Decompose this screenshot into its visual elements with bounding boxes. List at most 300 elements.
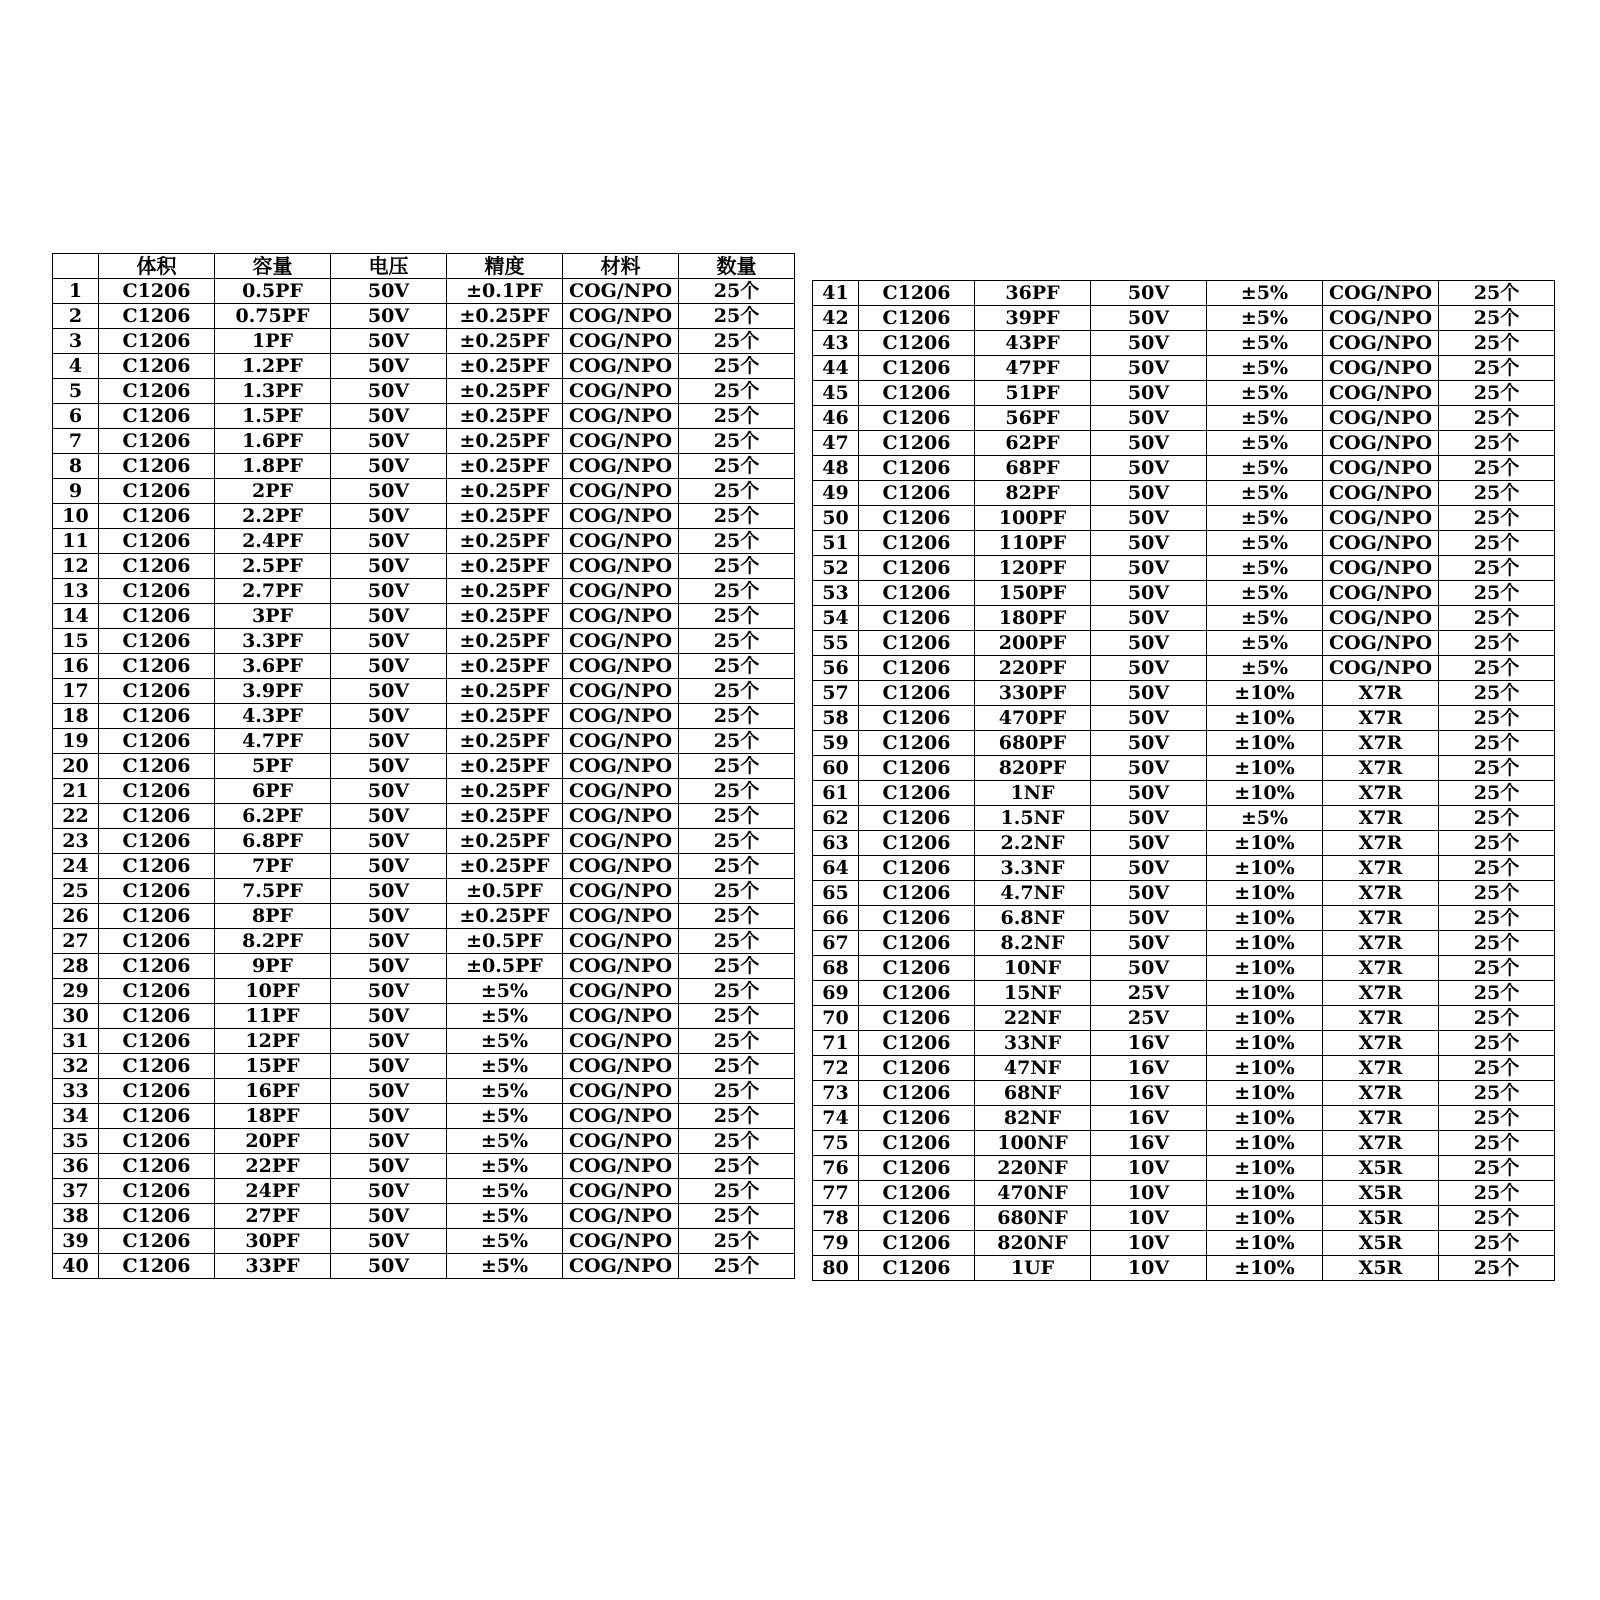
cell-material: X7R xyxy=(1323,831,1439,856)
table-row xyxy=(53,1004,795,1029)
cell-material: COG/NPO xyxy=(1323,406,1439,431)
cell-index: 6 xyxy=(53,404,99,429)
cell-index: 7 xyxy=(53,429,99,454)
cell-voltage: 10V xyxy=(1091,1256,1207,1281)
cell-capacitance: 33NF xyxy=(975,1031,1091,1056)
cell-index: 59 xyxy=(813,731,859,756)
cell-capacitance: 8.2NF xyxy=(975,931,1091,956)
cell-tolerance: ±5% xyxy=(1207,556,1323,581)
cell-material: COG/NPO xyxy=(563,304,679,329)
cell-tolerance: ±0.5PF xyxy=(447,879,563,904)
cell-package: C1206 xyxy=(859,1231,975,1256)
cell-tolerance: ±5% xyxy=(447,1054,563,1079)
cell-material: COG/NPO xyxy=(563,554,679,579)
cell-quantity: 25个 xyxy=(679,604,795,629)
cell-capacitance: 1.5PF xyxy=(215,404,331,429)
cell-capacitance: 7.5PF xyxy=(215,879,331,904)
table-row xyxy=(813,1231,1555,1256)
cell-package: C1206 xyxy=(859,631,975,656)
cell-quantity: 25个 xyxy=(1439,781,1555,806)
cell-tolerance: ±0.25PF xyxy=(447,679,563,704)
cell-quantity: 25个 xyxy=(679,779,795,804)
cell-quantity: 25个 xyxy=(679,704,795,729)
cell-tolerance: ±0.25PF xyxy=(447,604,563,629)
cell-tolerance: ±0.25PF xyxy=(447,829,563,854)
cell-voltage: 50V xyxy=(1091,931,1207,956)
cell-tolerance: ±5% xyxy=(447,1104,563,1129)
table-row xyxy=(53,779,795,804)
cell-index: 56 xyxy=(813,656,859,681)
cell-voltage: 50V xyxy=(1091,406,1207,431)
cell-index: 73 xyxy=(813,1081,859,1106)
cell-capacitance: 0.5PF xyxy=(215,279,331,304)
cell-quantity: 25个 xyxy=(679,429,795,454)
cell-tolerance: ±5% xyxy=(447,1004,563,1029)
table-row xyxy=(813,306,1555,331)
cell-package: C1206 xyxy=(859,406,975,431)
cell-material: COG/NPO xyxy=(563,1004,679,1029)
cell-tolerance: ±0.25PF xyxy=(447,429,563,454)
cell-quantity: 25个 xyxy=(679,479,795,504)
table-row xyxy=(813,1006,1555,1031)
cell-voltage: 50V xyxy=(331,654,447,679)
cell-quantity: 25个 xyxy=(1439,856,1555,881)
cell-index: 43 xyxy=(813,331,859,356)
cell-material: COG/NPO xyxy=(563,654,679,679)
cell-voltage: 50V xyxy=(331,804,447,829)
cell-quantity: 25个 xyxy=(679,579,795,604)
cell-voltage: 50V xyxy=(331,479,447,504)
cell-voltage: 50V xyxy=(1091,706,1207,731)
cell-capacitance: 68NF xyxy=(975,1081,1091,1106)
cell-index: 21 xyxy=(53,779,99,804)
cell-material: COG/NPO xyxy=(1323,281,1439,306)
cell-capacitance: 15NF xyxy=(975,981,1091,1006)
cell-tolerance: ±5% xyxy=(447,1254,563,1279)
cell-tolerance: ±10% xyxy=(1207,1256,1323,1281)
cell-voltage: 50V xyxy=(331,1254,447,1279)
cell-voltage: 50V xyxy=(1091,281,1207,306)
cell-quantity: 25个 xyxy=(679,1129,795,1154)
capacitor-table-right xyxy=(812,280,1555,1281)
cell-capacitance: 680PF xyxy=(975,731,1091,756)
cell-index: 28 xyxy=(53,954,99,979)
cell-capacitance: 0.75PF xyxy=(215,304,331,329)
cell-tolerance: ±5% xyxy=(1207,306,1323,331)
cell-voltage: 50V xyxy=(331,1179,447,1204)
cell-package: C1206 xyxy=(859,1006,975,1031)
table-row xyxy=(813,581,1555,606)
cell-package: C1206 xyxy=(859,1156,975,1181)
cell-voltage: 50V xyxy=(331,379,447,404)
cell-quantity: 25个 xyxy=(679,554,795,579)
cell-index: 27 xyxy=(53,929,99,954)
cell-capacitance: 8PF xyxy=(215,904,331,929)
cell-voltage: 16V xyxy=(1091,1056,1207,1081)
cell-index: 3 xyxy=(53,329,99,354)
cell-voltage: 50V xyxy=(1091,506,1207,531)
cell-index: 4 xyxy=(53,354,99,379)
cell-material: COG/NPO xyxy=(563,929,679,954)
table-row xyxy=(53,479,795,504)
cell-quantity: 25个 xyxy=(1439,1106,1555,1131)
cell-quantity: 25个 xyxy=(679,904,795,929)
cell-capacitance: 330PF xyxy=(975,681,1091,706)
cell-capacitance: 1.3PF xyxy=(215,379,331,404)
cell-capacitance: 12PF xyxy=(215,1029,331,1054)
cell-tolerance: ±10% xyxy=(1207,1006,1323,1031)
cell-material: COG/NPO xyxy=(563,854,679,879)
cell-capacitance: 820PF xyxy=(975,756,1091,781)
table-row xyxy=(813,456,1555,481)
table-row xyxy=(813,1156,1555,1181)
cell-material: X7R xyxy=(1323,1006,1439,1031)
cell-material: COG/NPO xyxy=(563,629,679,654)
cell-capacitance: 1UF xyxy=(975,1256,1091,1281)
cell-index: 23 xyxy=(53,829,99,854)
cell-voltage: 50V xyxy=(1091,306,1207,331)
cell-voltage: 50V xyxy=(331,454,447,479)
cell-capacitance: 9PF xyxy=(215,954,331,979)
cell-material: X7R xyxy=(1323,1131,1439,1156)
table-row xyxy=(53,829,795,854)
cell-voltage: 50V xyxy=(1091,606,1207,631)
cell-material: COG/NPO xyxy=(1323,356,1439,381)
cell-tolerance: ±5% xyxy=(1207,806,1323,831)
cell-tolerance: ±10% xyxy=(1207,731,1323,756)
cell-voltage: 50V xyxy=(331,304,447,329)
cell-capacitance: 3.9PF xyxy=(215,679,331,704)
cell-index: 1 xyxy=(53,279,99,304)
cell-index: 34 xyxy=(53,1104,99,1129)
cell-voltage: 50V xyxy=(1091,481,1207,506)
cell-package: C1206 xyxy=(99,329,215,354)
cell-package: C1206 xyxy=(859,781,975,806)
cell-tolerance: ±5% xyxy=(1207,431,1323,456)
cell-material: COG/NPO xyxy=(563,379,679,404)
cell-voltage: 50V xyxy=(331,354,447,379)
cell-tolerance: ±0.25PF xyxy=(447,454,563,479)
cell-capacitance: 27PF xyxy=(215,1204,331,1229)
cell-package: C1206 xyxy=(99,479,215,504)
cell-tolerance: ±10% xyxy=(1207,756,1323,781)
cell-package: C1206 xyxy=(99,804,215,829)
cell-capacitance: 5PF xyxy=(215,754,331,779)
cell-tolerance: ±10% xyxy=(1207,1106,1323,1131)
cell-index: 49 xyxy=(813,481,859,506)
cell-capacitance: 30PF xyxy=(215,1229,331,1254)
cell-package: C1206 xyxy=(859,306,975,331)
cell-quantity: 25个 xyxy=(679,1254,795,1279)
cell-index: 38 xyxy=(53,1204,99,1229)
cell-tolerance: ±5% xyxy=(447,1154,563,1179)
cell-voltage: 50V xyxy=(331,829,447,854)
cell-quantity: 25个 xyxy=(679,529,795,554)
cell-tolerance: ±0.5PF xyxy=(447,954,563,979)
cell-material: X7R xyxy=(1323,931,1439,956)
cell-voltage: 50V xyxy=(331,1004,447,1029)
cell-material: COG/NPO xyxy=(563,529,679,554)
cell-capacitance: 56PF xyxy=(975,406,1091,431)
cell-voltage: 50V xyxy=(1091,581,1207,606)
cell-package: C1206 xyxy=(859,1056,975,1081)
cell-index: 44 xyxy=(813,356,859,381)
cell-quantity: 25个 xyxy=(1439,431,1555,456)
cell-index: 76 xyxy=(813,1156,859,1181)
header-row xyxy=(53,254,795,279)
table-row xyxy=(813,706,1555,731)
table-row xyxy=(813,356,1555,381)
cell-index: 64 xyxy=(813,856,859,881)
cell-voltage: 50V xyxy=(1091,456,1207,481)
cell-voltage: 50V xyxy=(331,579,447,604)
table-row xyxy=(53,579,795,604)
cell-index: 41 xyxy=(813,281,859,306)
cell-quantity: 25个 xyxy=(679,1154,795,1179)
cell-capacitance: 470PF xyxy=(975,706,1091,731)
cell-package: C1206 xyxy=(859,656,975,681)
cell-package: C1206 xyxy=(99,1204,215,1229)
cell-package: C1206 xyxy=(859,731,975,756)
cell-capacitance: 16PF xyxy=(215,1079,331,1104)
cell-index: 52 xyxy=(813,556,859,581)
cell-material: COG/NPO xyxy=(563,1229,679,1254)
table-row xyxy=(53,354,795,379)
cell-material: COG/NPO xyxy=(563,579,679,604)
cell-tolerance: ±0.25PF xyxy=(447,854,563,879)
cell-package: C1206 xyxy=(859,1106,975,1131)
cell-quantity: 25个 xyxy=(1439,956,1555,981)
table-row xyxy=(813,806,1555,831)
cell-package: C1206 xyxy=(859,1031,975,1056)
cell-material: COG/NPO xyxy=(1323,631,1439,656)
cell-quantity: 25个 xyxy=(679,1104,795,1129)
cell-voltage: 50V xyxy=(1091,631,1207,656)
table-row xyxy=(53,604,795,629)
cell-index: 10 xyxy=(53,504,99,529)
cell-package: C1206 xyxy=(859,456,975,481)
cell-voltage: 50V xyxy=(331,754,447,779)
table-row xyxy=(53,279,795,304)
cell-material: X5R xyxy=(1323,1156,1439,1181)
cell-capacitance: 2.2PF xyxy=(215,504,331,529)
cell-index: 24 xyxy=(53,854,99,879)
cell-quantity: 25个 xyxy=(1439,906,1555,931)
table-row xyxy=(813,631,1555,656)
header-capacitance: 容量 xyxy=(215,254,331,279)
cell-material: COG/NPO xyxy=(1323,431,1439,456)
cell-capacitance: 33PF xyxy=(215,1254,331,1279)
cell-material: COG/NPO xyxy=(563,1204,679,1229)
cell-material: COG/NPO xyxy=(563,354,679,379)
cell-tolerance: ±0.25PF xyxy=(447,654,563,679)
cell-tolerance: ±0.25PF xyxy=(447,704,563,729)
cell-package: C1206 xyxy=(859,681,975,706)
cell-package: C1206 xyxy=(859,981,975,1006)
cell-material: X7R xyxy=(1323,956,1439,981)
cell-quantity: 25个 xyxy=(679,929,795,954)
table-row xyxy=(53,704,795,729)
cell-quantity: 25个 xyxy=(679,654,795,679)
cell-quantity: 25个 xyxy=(679,979,795,1004)
table-row xyxy=(813,506,1555,531)
cell-tolerance: ±5% xyxy=(447,1179,563,1204)
cell-voltage: 50V xyxy=(1091,556,1207,581)
cell-capacitance: 2PF xyxy=(215,479,331,504)
cell-package: C1206 xyxy=(859,831,975,856)
table-row xyxy=(53,1104,795,1129)
table-row xyxy=(813,481,1555,506)
cell-index: 47 xyxy=(813,431,859,456)
cell-voltage: 50V xyxy=(1091,831,1207,856)
cell-index: 40 xyxy=(53,1254,99,1279)
cell-package: C1206 xyxy=(859,381,975,406)
table-row xyxy=(53,454,795,479)
cell-quantity: 25个 xyxy=(1439,406,1555,431)
cell-voltage: 50V xyxy=(331,1129,447,1154)
cell-package: C1206 xyxy=(99,779,215,804)
cell-index: 26 xyxy=(53,904,99,929)
cell-index: 67 xyxy=(813,931,859,956)
table-row xyxy=(813,831,1555,856)
cell-capacitance: 470NF xyxy=(975,1181,1091,1206)
cell-quantity: 25个 xyxy=(1439,356,1555,381)
cell-package: C1206 xyxy=(859,1081,975,1106)
table-row xyxy=(813,1106,1555,1131)
cell-tolerance: ±10% xyxy=(1207,681,1323,706)
cell-tolerance: ±5% xyxy=(1207,506,1323,531)
cell-tolerance: ±0.5PF xyxy=(447,929,563,954)
cell-material: X7R xyxy=(1323,906,1439,931)
cell-voltage: 50V xyxy=(1091,731,1207,756)
cell-tolerance: ±5% xyxy=(447,1204,563,1229)
cell-quantity: 25个 xyxy=(1439,1006,1555,1031)
table-row xyxy=(53,754,795,779)
table-row xyxy=(813,656,1555,681)
cell-capacitance: 10NF xyxy=(975,956,1091,981)
table-row xyxy=(813,331,1555,356)
cell-index: 70 xyxy=(813,1006,859,1031)
cell-tolerance: ±0.25PF xyxy=(447,904,563,929)
cell-index: 25 xyxy=(53,879,99,904)
table-row xyxy=(813,606,1555,631)
cell-quantity: 25个 xyxy=(1439,731,1555,756)
cell-quantity: 25个 xyxy=(679,1179,795,1204)
cell-index: 8 xyxy=(53,454,99,479)
cell-index: 33 xyxy=(53,1079,99,1104)
cell-material: X5R xyxy=(1323,1231,1439,1256)
cell-material: COG/NPO xyxy=(563,954,679,979)
cell-package: C1206 xyxy=(859,356,975,381)
cell-package: C1206 xyxy=(99,979,215,1004)
cell-tolerance: ±0.25PF xyxy=(447,304,563,329)
cell-tolerance: ±0.25PF xyxy=(447,579,563,604)
cell-quantity: 25个 xyxy=(1439,656,1555,681)
cell-package: C1206 xyxy=(99,654,215,679)
cell-package: C1206 xyxy=(99,729,215,754)
cell-voltage: 50V xyxy=(331,1054,447,1079)
cell-capacitance: 2.2NF xyxy=(975,831,1091,856)
cell-capacitance: 10PF xyxy=(215,979,331,1004)
cell-package: C1206 xyxy=(99,904,215,929)
cell-tolerance: ±0.25PF xyxy=(447,529,563,554)
cell-tolerance: ±10% xyxy=(1207,981,1323,1006)
cell-package: C1206 xyxy=(99,1029,215,1054)
cell-package: C1206 xyxy=(859,556,975,581)
table-row xyxy=(813,956,1555,981)
cell-tolerance: ±0.25PF xyxy=(447,504,563,529)
cell-package: C1206 xyxy=(859,931,975,956)
cell-material: COG/NPO xyxy=(563,429,679,454)
table-row xyxy=(53,1054,795,1079)
cell-tolerance: ±5% xyxy=(447,1029,563,1054)
cell-voltage: 50V xyxy=(331,679,447,704)
cell-capacitance: 1NF xyxy=(975,781,1091,806)
table-row xyxy=(813,431,1555,456)
table-row xyxy=(813,1206,1555,1231)
cell-index: 62 xyxy=(813,806,859,831)
header-package: 体积 xyxy=(99,254,215,279)
cell-quantity: 25个 xyxy=(1439,881,1555,906)
cell-tolerance: ±10% xyxy=(1207,956,1323,981)
cell-material: COG/NPO xyxy=(563,979,679,1004)
cell-voltage: 50V xyxy=(331,1154,447,1179)
cell-tolerance: ±5% xyxy=(1207,656,1323,681)
cell-material: COG/NPO xyxy=(563,504,679,529)
cell-tolerance: ±5% xyxy=(1207,581,1323,606)
cell-quantity: 25个 xyxy=(1439,756,1555,781)
header-material: 材料 xyxy=(563,254,679,279)
cell-index: 60 xyxy=(813,756,859,781)
table-row xyxy=(53,879,795,904)
cell-tolerance: ±10% xyxy=(1207,831,1323,856)
cell-package: C1206 xyxy=(859,531,975,556)
cell-voltage: 50V xyxy=(331,979,447,1004)
cell-material: X5R xyxy=(1323,1181,1439,1206)
cell-material: COG/NPO xyxy=(1323,656,1439,681)
cell-voltage: 10V xyxy=(1091,1206,1207,1231)
cell-quantity: 25个 xyxy=(1439,1156,1555,1181)
cell-package: C1206 xyxy=(99,829,215,854)
cell-index: 15 xyxy=(53,629,99,654)
cell-quantity: 25个 xyxy=(679,854,795,879)
cell-quantity: 25个 xyxy=(679,1079,795,1104)
cell-material: COG/NPO xyxy=(563,1154,679,1179)
cell-material: COG/NPO xyxy=(1323,606,1439,631)
cell-voltage: 16V xyxy=(1091,1081,1207,1106)
cell-quantity: 25个 xyxy=(1439,581,1555,606)
cell-capacitance: 51PF xyxy=(975,381,1091,406)
cell-index: 16 xyxy=(53,654,99,679)
cell-index: 77 xyxy=(813,1181,859,1206)
cell-tolerance: ±5% xyxy=(447,1129,563,1154)
cell-voltage: 16V xyxy=(1091,1131,1207,1156)
cell-voltage: 50V xyxy=(1091,431,1207,456)
cell-material: COG/NPO xyxy=(1323,456,1439,481)
cell-capacitance: 1PF xyxy=(215,329,331,354)
cell-material: X7R xyxy=(1323,781,1439,806)
cell-material: COG/NPO xyxy=(563,1254,679,1279)
cell-quantity: 25个 xyxy=(679,1229,795,1254)
cell-tolerance: ±5% xyxy=(1207,456,1323,481)
cell-voltage: 10V xyxy=(1091,1231,1207,1256)
cell-voltage: 50V xyxy=(331,1104,447,1129)
cell-capacitance: 18PF xyxy=(215,1104,331,1129)
cell-material: X7R xyxy=(1323,981,1439,1006)
cell-index: 12 xyxy=(53,554,99,579)
cell-package: C1206 xyxy=(99,404,215,429)
cell-quantity: 25个 xyxy=(679,1054,795,1079)
